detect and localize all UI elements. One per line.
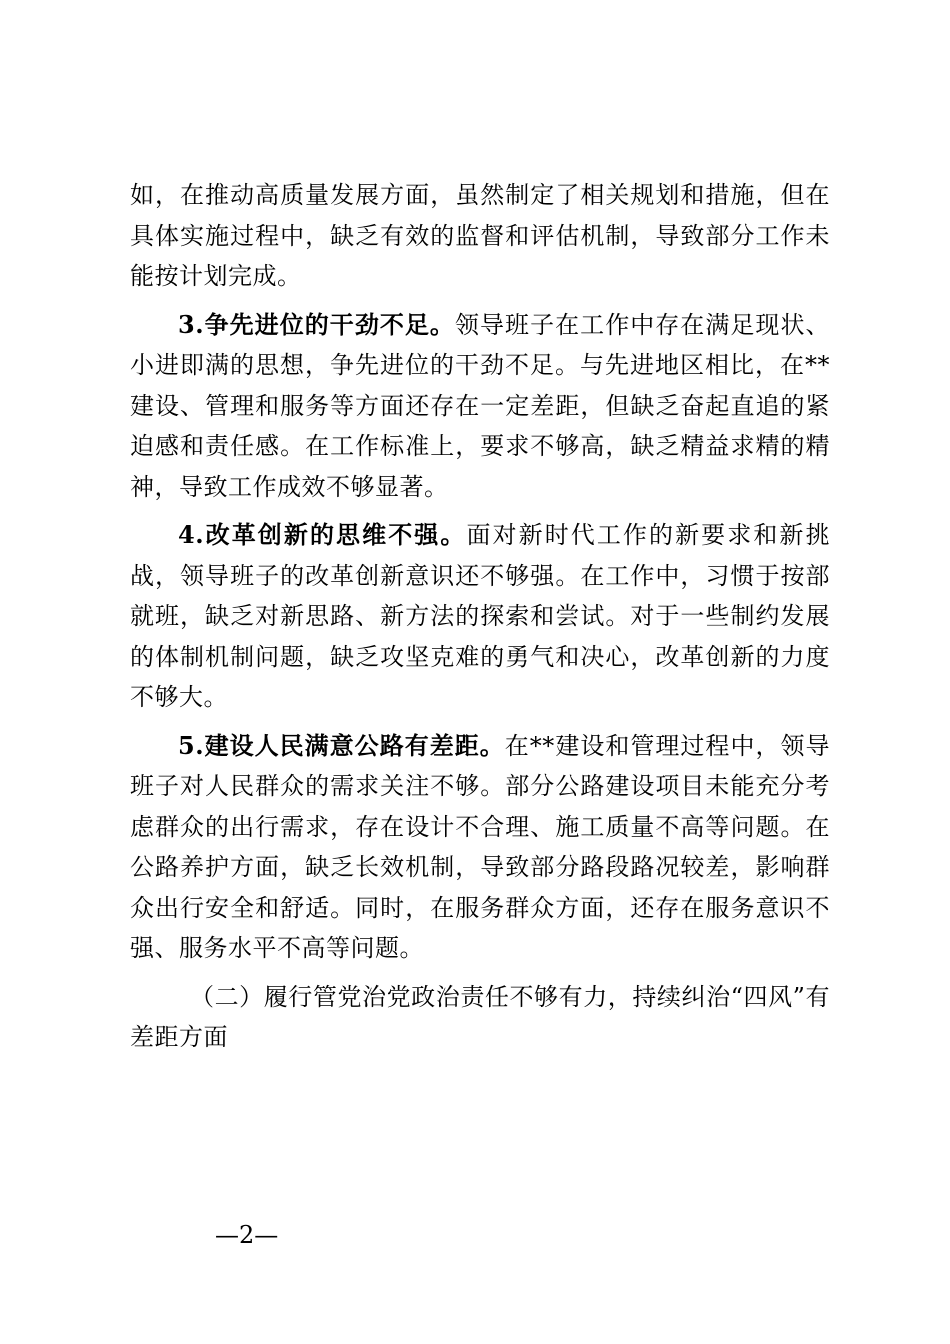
document-body	[130, 175, 830, 1058]
paragraph-text: 领导班子在工作中存在满足现状、小进即满的思想，争先进位的干劲不足。与先进地区相比，在**建设、管理和服务等方面还存在一定差距，但缺乏奋起直追的紧迫感和责任感。在工作标准上，要求不够高，缺乏精益求精的精神，导致工作成效不够显著。	[130, 310, 830, 501]
paragraph-item-4	[130, 515, 830, 718]
section-heading: （二）履行管党治党政治责任不够有力，持续纠治“四风”有差距方面	[130, 982, 830, 1051]
paragraph-text: 如，在推动高质量发展方面，虽然制定了相关规划和措施，但在具体实施过程中，缺乏有效的监督和评估机制，导致部分工作未能按计划完成。	[130, 181, 830, 290]
paragraph-heading: 4.改革创新的思维不强。	[178, 520, 467, 549]
paragraph-text: 在**建设和管理过程中，领导班子对人民群众的需求关注不够。部分公路建设项目未能充分考虑群众的出行需求，存在设计不合理、施工质量不高等问题。在公路养护方面，缺乏长效机制，导致部分路段路况较差，影响群众出行安全和舒适。同时，在服务群众方面，还存在服务意识不强、服务水平不高等问题。	[130, 731, 830, 962]
paragraph-item-3	[130, 305, 830, 508]
paragraph-heading: 3.争先进位的干劲不足。	[178, 309, 455, 339]
page-number: —2—	[215, 1221, 279, 1249]
paragraph-item-5	[130, 726, 830, 969]
paragraph-continuation	[130, 175, 830, 297]
paragraph-text: 面对新时代工作的新要求和新挑战，领导班子的改革创新意识还不够强。在工作中，习惯于按部就班，缺乏对新思路、新方法的探索和尝试。对于一些制约发展的体制机制问题，缺乏攻坚克难的勇气和决心，改革创新的力度不够大。	[130, 521, 831, 711]
paragraph-heading: 5.建设人民满意公路有差距。	[178, 730, 505, 760]
